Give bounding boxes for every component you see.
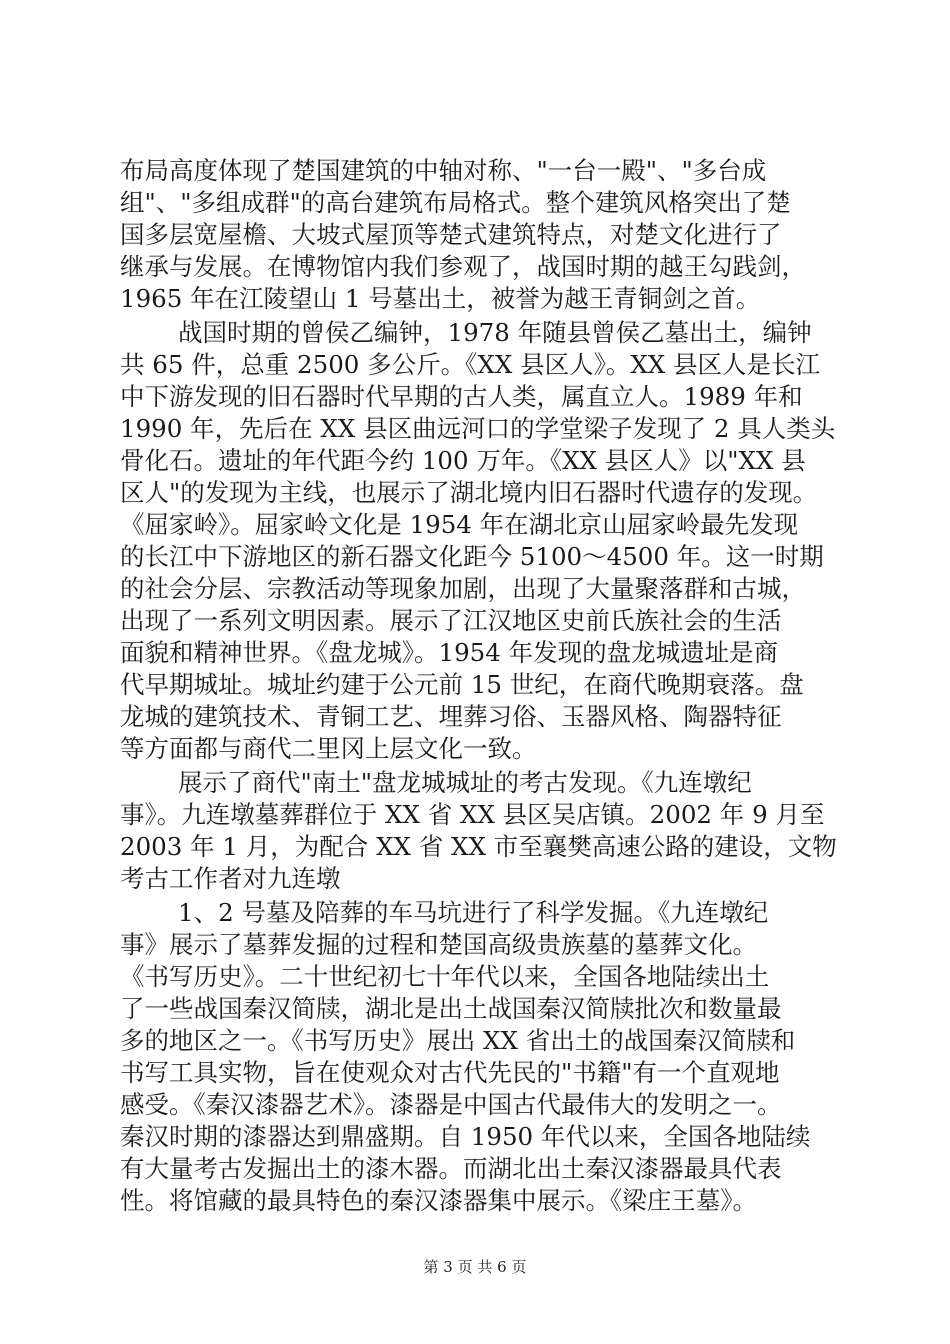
text-line: 出现了一系列文明因素。展示了江汉地区史前氏族社会的生活 — [120, 606, 782, 635]
text-line: 书写工具实物，旨在使观众对古代先民的"书籍"有一个直观地 — [120, 1058, 780, 1087]
text-line: 组"、"多组成群"的高台建筑布局格式。整个建筑风格突出了楚 — [120, 188, 791, 217]
text-line: 考古工作者对九连墩 — [120, 864, 341, 893]
paragraph-first-line: 战国时期的曾侯乙编钟，1978 年随县曾侯乙墓出土，编钟 — [178, 318, 812, 347]
text-line: 面貌和精神世界。《盘龙城》。1954 年发现的盘龙城遗址是商 — [120, 638, 779, 667]
text-line: 《书写历史》。二十世纪初七十年代以来，全国各地陆续出土 — [120, 962, 770, 991]
text-line: 等方面都与商代二里冈上层文化一致。 — [120, 734, 537, 763]
text-line: 代早期城址。城址约建于公元前 15 世纪，在商代晚期衰落。盘 — [120, 670, 804, 699]
text-line: 1965 年在江陵望山 1 号墓出土，被誉为越王青铜剑之首。 — [120, 284, 761, 313]
text-line: 龙城的建筑技术、青铜工艺、埋葬习俗、玉器风格、陶器特征 — [120, 702, 782, 731]
text-line: 骨化石。遗址的年代距今约 100 万年。《XX 县区人》以"XX 县 — [120, 446, 806, 475]
text-line: 的长江中下游地区的新石器文化距今 5100～4500 年。这一时期 — [120, 542, 824, 571]
text-line: 1990 年，先后在 XX 县区曲远河口的学堂梁子发现了 2 具人类头 — [120, 414, 836, 443]
text-line: 的社会分层、宗教活动等现象加剧，出现了大量聚落群和古城， — [120, 574, 806, 603]
text-line: 性。将馆藏的最具特色的秦汉漆器集中展示。《梁庄王墓》。 — [120, 1186, 757, 1215]
text-line: 秦汉时期的漆器达到鼎盛期。自 1950 年代以来，全国各地陆续 — [120, 1122, 811, 1151]
paragraph-first-line: 展示了商代"南土"盘龙城城址的考古发现。《九连墩纪 — [178, 768, 752, 797]
text-line: 区人"的发现为主线，也展示了湖北境内旧石器时代遗存的发现。 — [120, 478, 818, 507]
text-line: 有大量考古发掘出土的漆木器。而湖北出土秦汉漆器最具代表 — [120, 1154, 782, 1183]
text-line: 了一些战国秦汉简牍，湖北是出土战国秦汉简牍批次和数量最 — [120, 994, 782, 1023]
text-line: 国多层宽屋檐、大坡式屋顶等楚式建筑特点，对楚文化进行了 — [120, 220, 782, 249]
text-line: 感受。《秦汉漆器艺术》。漆器是中国古代最伟大的发明之一。 — [120, 1090, 782, 1119]
document-body — [120, 155, 842, 1217]
text-line: 事》。九连墩墓葬群位于 XX 省 XX 县区吴店镇。2002 年 9 月至 — [120, 800, 825, 829]
paragraph-first-line: 1、2 号墓及陪葬的车马坑进行了科学发掘。《九连墩纪 — [178, 898, 769, 927]
text-line: 2003 年 1 月，为配合 XX 省 XX 市至襄樊高速公路的建设，文物 — [120, 832, 837, 861]
text-line: 继承与发展。在博物馆内我们参观了，战国时期的越王勾践剑， — [120, 252, 806, 281]
text-line: 事》展示了墓葬发掘的过程和楚国高级贵族墓的墓葬文化。 — [120, 930, 757, 959]
text-line: 布局高度体现了楚国建筑的中轴对称、"一台一殿"、"多台成 — [120, 156, 767, 185]
text-line: 《屈家岭》。屈家岭文化是 1954 年在湖北京山屈家岭最先发现 — [120, 510, 799, 539]
page-number-footer: 第 3 页 共 6 页 — [423, 1258, 527, 1276]
text-line: 多的地区之一。《书写历史》展出 XX 省出土的战国秦汉简牍和 — [120, 1026, 796, 1055]
text-line: 共 65 件，总重 2500 多公斤。《XX 县区人》。XX 县区人是长江 — [120, 350, 821, 379]
text-line: 中下游发现的旧石器时代早期的古人类，属直立人。1989 年和 — [120, 382, 803, 411]
